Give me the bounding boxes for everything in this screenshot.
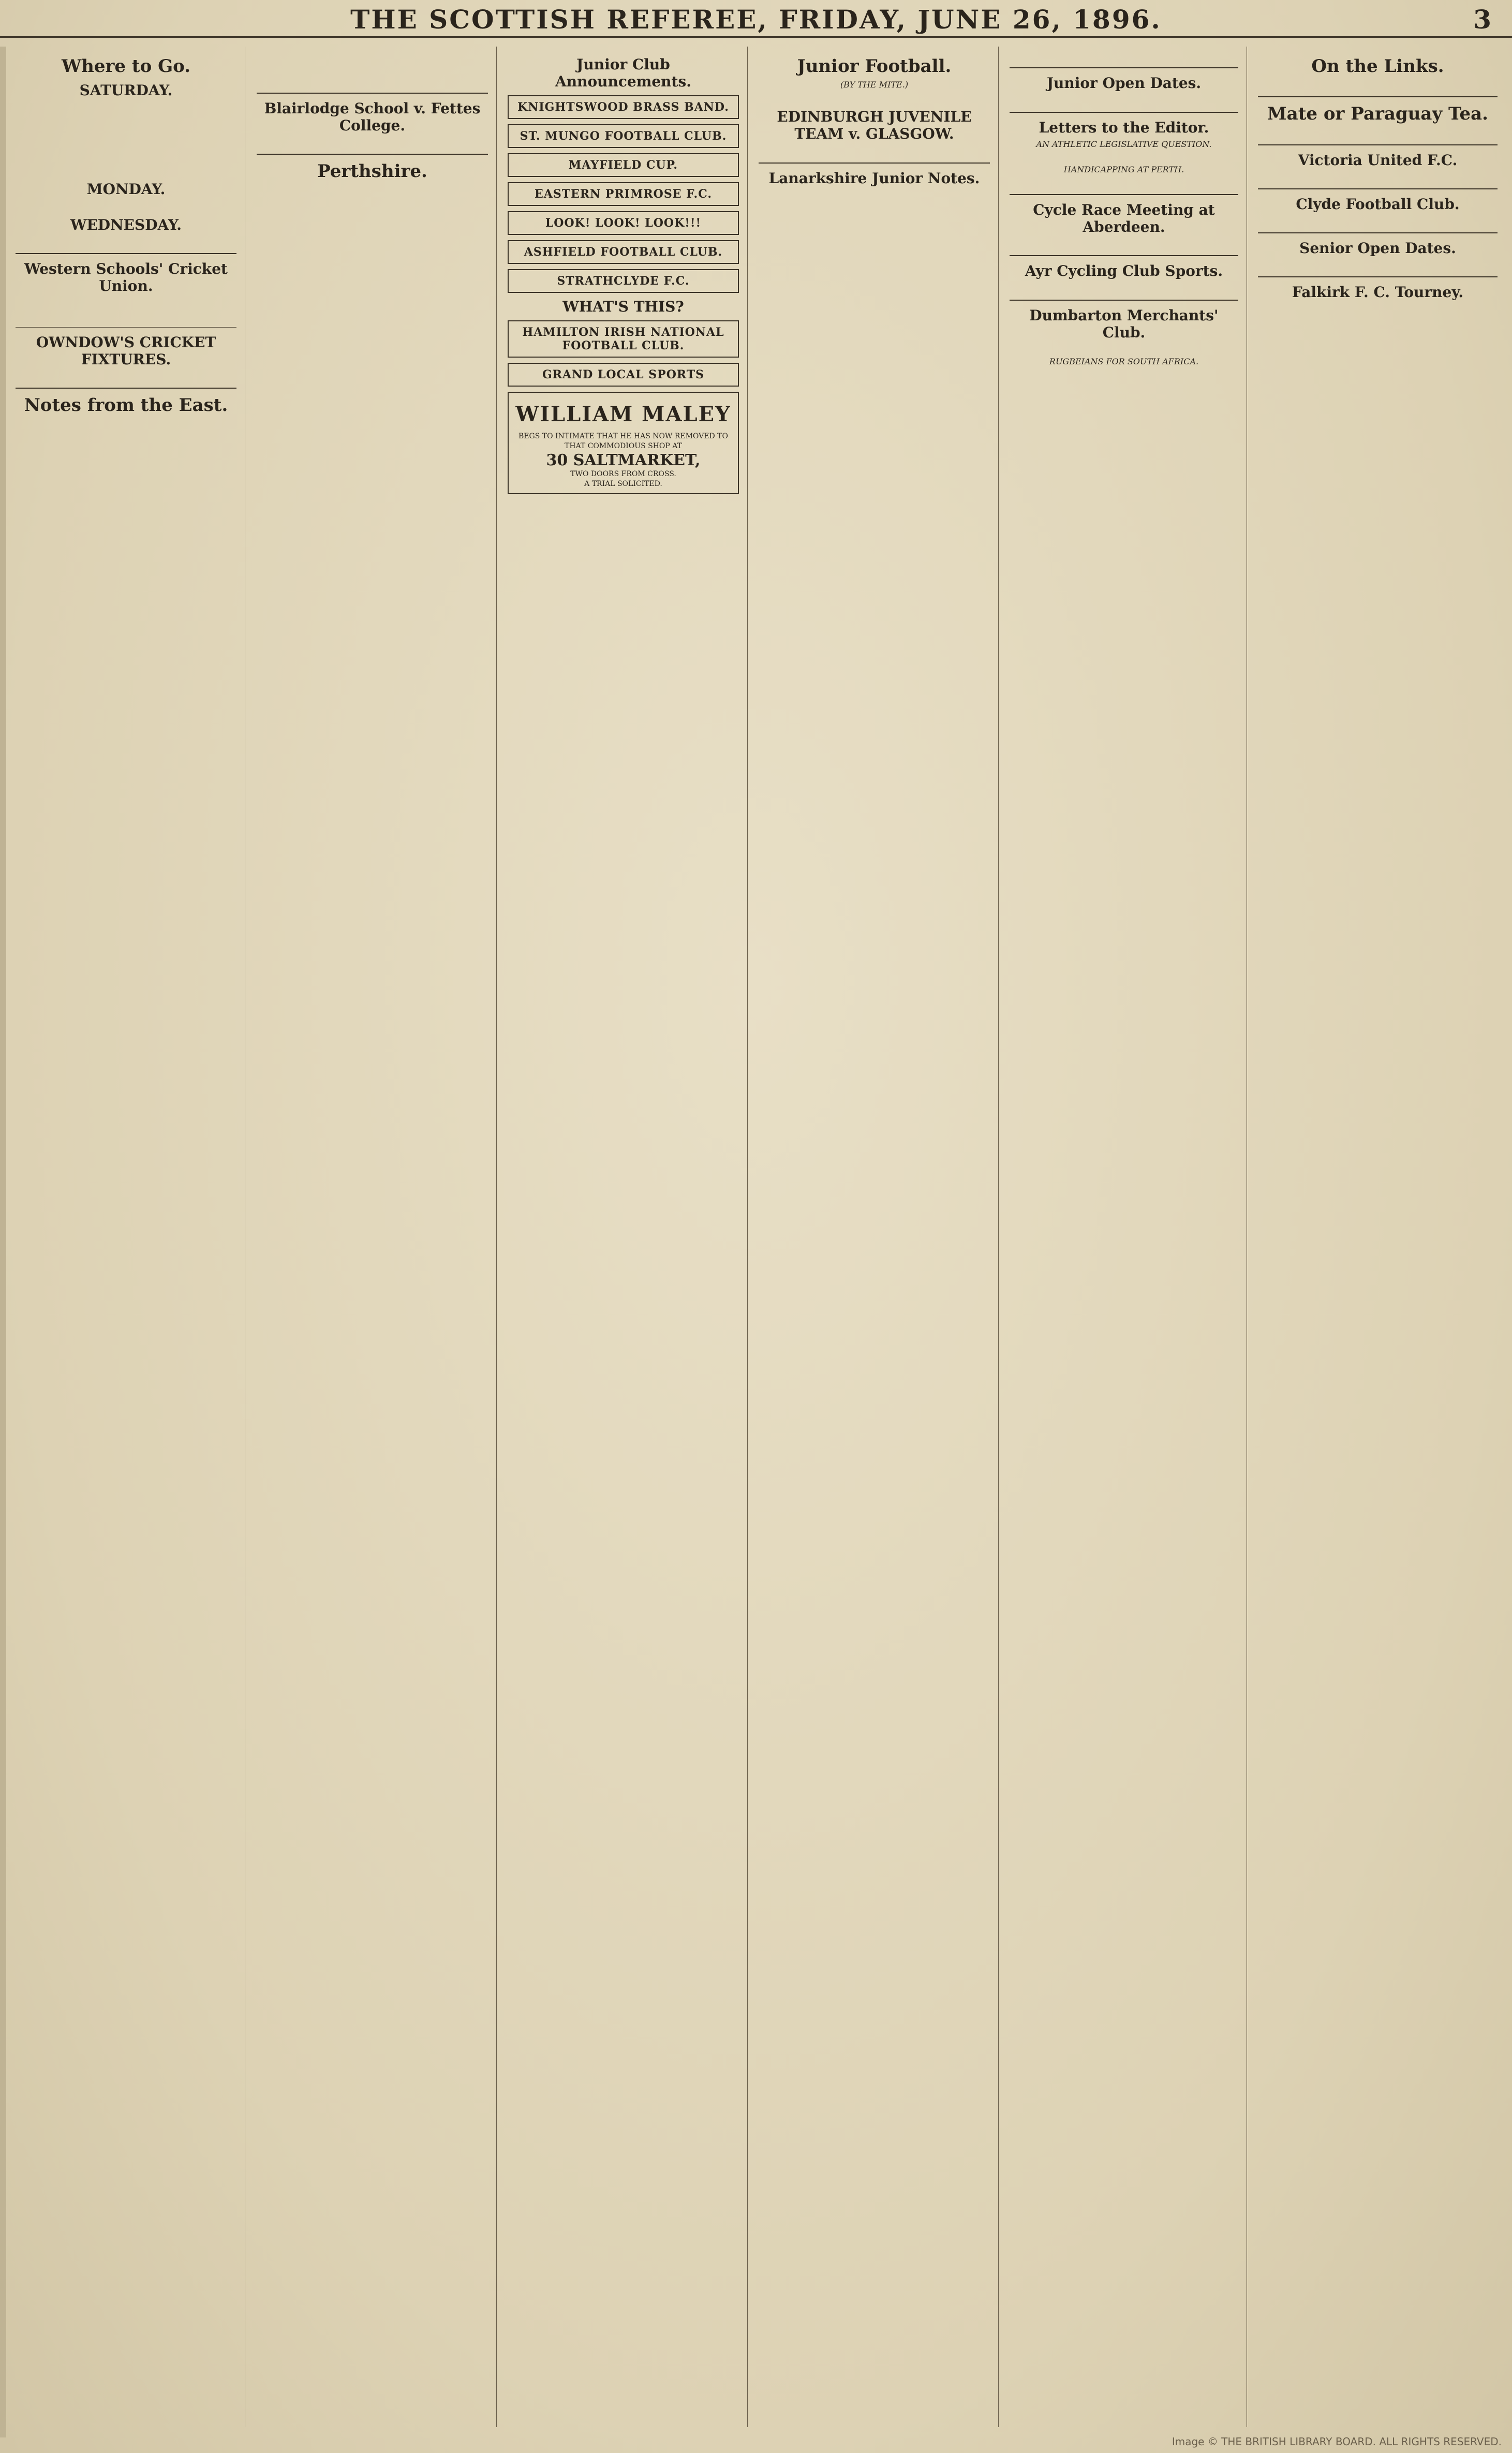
ad-maley-line: TWO DOORS FROM CROSS. xyxy=(570,470,676,478)
column-2 xyxy=(248,47,497,2427)
column-rule xyxy=(1010,300,1238,301)
ad-look xyxy=(508,211,739,235)
column-rule xyxy=(257,93,488,94)
text-block xyxy=(1258,127,1498,138)
heading-victoria-united: Victoria United F.C. xyxy=(1298,151,1458,169)
ad-knightswood-brass-band xyxy=(508,95,739,119)
subheading-handicapping-perth: HANDICAPPING AT PERTH. xyxy=(1063,164,1184,174)
heading-perthshire: Perthshire. xyxy=(317,161,427,182)
heading-western-schools-cricket: Western Schools' Cricket Union. xyxy=(24,260,228,295)
text-block xyxy=(16,371,236,381)
text-block xyxy=(16,165,236,175)
heading-lanarkshire-notes: Lanarkshire Junior Notes. xyxy=(768,169,980,187)
text-block xyxy=(1010,344,1238,354)
text-block xyxy=(16,237,236,247)
column-5 xyxy=(1001,47,1247,2427)
text-block xyxy=(1258,304,1498,314)
heading-clyde-fc: Clyde Football Club. xyxy=(1296,195,1460,213)
heading-cricket-fixtures: OWNDOW'S CRICKET FIXTURES. xyxy=(36,333,216,368)
subheading-rugbeians: RUGBEIANS FOR SOUTH AFRICA. xyxy=(1049,357,1199,367)
ad-title: KNIGHTSWOOD BRASS BAND. xyxy=(517,100,729,114)
copyright-footer: Image © THE BRITISH LIBRARY BOARD. ALL RIGHTS RESERVED. xyxy=(1172,2435,1502,2448)
ad-strathclyde xyxy=(508,269,739,293)
masthead-title: THE SCOTTISH REFEREE, FRIDAY, JUNE 26, 1896. xyxy=(350,4,1162,35)
column-rule xyxy=(1258,276,1498,277)
column-rule xyxy=(1258,96,1498,97)
heading-ayr-cycling: Ayr Cycling Club Sports. xyxy=(1025,262,1223,280)
text-block xyxy=(1010,239,1238,249)
text-block xyxy=(16,127,236,138)
ad-william-maley xyxy=(508,392,739,494)
masthead xyxy=(0,0,1512,38)
heading-mate-tea: Mate or Paraguay Tea. xyxy=(1267,104,1488,125)
ad-grand-local-sports xyxy=(508,363,739,387)
text-block xyxy=(1258,216,1498,226)
column-rule xyxy=(1010,67,1238,68)
heading-junior-open-dates: Junior Open Dates. xyxy=(1046,75,1202,92)
text-block xyxy=(16,102,236,112)
ad-st-mungo xyxy=(508,124,739,148)
column-rule xyxy=(1010,255,1238,256)
ad-title: EASTERN PRIMROSE F.C. xyxy=(535,187,712,201)
column-rule xyxy=(257,154,488,155)
heading-junior-football: Junior Football. xyxy=(797,56,952,77)
ad-title: MAYFIELD CUP. xyxy=(568,158,678,172)
subheading-saturday: SATURDAY. xyxy=(79,82,173,99)
subheading-athletic-question: AN ATHLETIC LEGISLATIVE QUESTION. xyxy=(1036,139,1212,149)
text-block xyxy=(16,140,236,150)
column-rule xyxy=(1258,232,1498,233)
heading-cycle-race-aberdeen: Cycle Race Meeting at Aberdeen. xyxy=(1033,201,1215,236)
heading-junior-club-announcements: Junior Club Announcements. xyxy=(555,56,691,90)
ad-hamilton-irish xyxy=(508,320,739,358)
heading-dumbarton-merchants: Dumbarton Merchants' Club. xyxy=(1029,306,1219,341)
text-block xyxy=(1010,178,1238,188)
column-rule xyxy=(1010,112,1238,113)
ad-title: GRAND LOCAL SPORTS xyxy=(542,368,705,381)
column-6 xyxy=(1250,47,1506,2427)
heading-senior-open-dates: Senior Open Dates. xyxy=(1299,240,1456,257)
heading-blairlodge-fettes: Blairlodge School v. Fettes College. xyxy=(264,99,481,134)
text-block xyxy=(1010,95,1238,105)
column-rule xyxy=(759,162,990,164)
text-block xyxy=(257,137,488,147)
text-block xyxy=(759,145,990,156)
text-block xyxy=(1258,260,1498,270)
heading-letters-to-editor: Letters to the Editor. xyxy=(1039,119,1209,136)
ad-mayfield-cup xyxy=(508,153,739,177)
text-block xyxy=(257,63,488,73)
text-block xyxy=(1258,80,1498,90)
text-block xyxy=(1010,51,1238,61)
ad-maley-line: A TRIAL SOLICITED. xyxy=(584,480,662,488)
column-rule xyxy=(16,388,236,389)
text-block xyxy=(16,152,236,162)
subheading-monday: MONDAY. xyxy=(86,180,166,198)
heading-on-the-links: On the Links. xyxy=(1311,56,1444,77)
heading-falkirk-tourney: Falkirk F. C. Tourney. xyxy=(1292,284,1464,301)
binding-edge xyxy=(0,47,6,2437)
ad-title: ASHFIELD FOOTBALL CLUB. xyxy=(524,245,723,259)
heading-notes-from-east: Notes from the East. xyxy=(24,395,228,416)
text-block xyxy=(16,298,236,308)
text-block xyxy=(16,114,236,125)
column-rule xyxy=(16,327,236,328)
ad-title: STRATHCLYDE F.C. xyxy=(557,274,690,288)
ad-maley-line: BEGS TO INTIMATE THAT HE HAS NOW REMOVED TO THAT COMMODIOUS SHOP AT xyxy=(518,432,728,450)
heading-whats-this: WHAT'S THIS? xyxy=(562,298,684,315)
heading-where-to-go: Where to Go. xyxy=(61,56,191,77)
text-block xyxy=(1010,283,1238,293)
ad-maley-name: WILLIAM MALEY xyxy=(515,402,731,426)
column-rule xyxy=(1258,144,1498,145)
ad-maley-address: 30 SALTMARKET, xyxy=(546,451,701,469)
text-block xyxy=(759,190,990,200)
text-block xyxy=(257,51,488,61)
text-block xyxy=(16,201,236,211)
column-rule xyxy=(1010,194,1238,195)
ad-ashfield xyxy=(508,240,739,264)
ad-title: LOOK! LOOK! LOOK!!! xyxy=(545,216,702,230)
text-block xyxy=(759,93,990,103)
text-block xyxy=(257,76,488,86)
column-1 xyxy=(7,47,245,2427)
page-number: 3 xyxy=(1473,4,1491,35)
ad-eastern-primrose xyxy=(508,182,739,206)
text-block xyxy=(1258,172,1498,182)
ad-title: HAMILTON IRISH NATIONAL FOOTBALL CLUB. xyxy=(522,326,724,352)
byline: (BY THE MITE.) xyxy=(840,80,909,90)
column-rule xyxy=(1258,188,1498,189)
column-4 xyxy=(750,47,999,2427)
subheading-wednesday: WEDNESDAY. xyxy=(70,216,182,234)
text-block xyxy=(1010,152,1238,162)
column-3 xyxy=(499,47,748,2427)
column-rule xyxy=(16,253,236,254)
ad-title: ST. MUNGO FOOTBALL CLUB. xyxy=(520,129,727,143)
heading-edinburgh-juvenile: EDINBURGH JUVENILE TEAM v. GLASGOW. xyxy=(777,108,972,143)
text-block xyxy=(16,311,236,321)
